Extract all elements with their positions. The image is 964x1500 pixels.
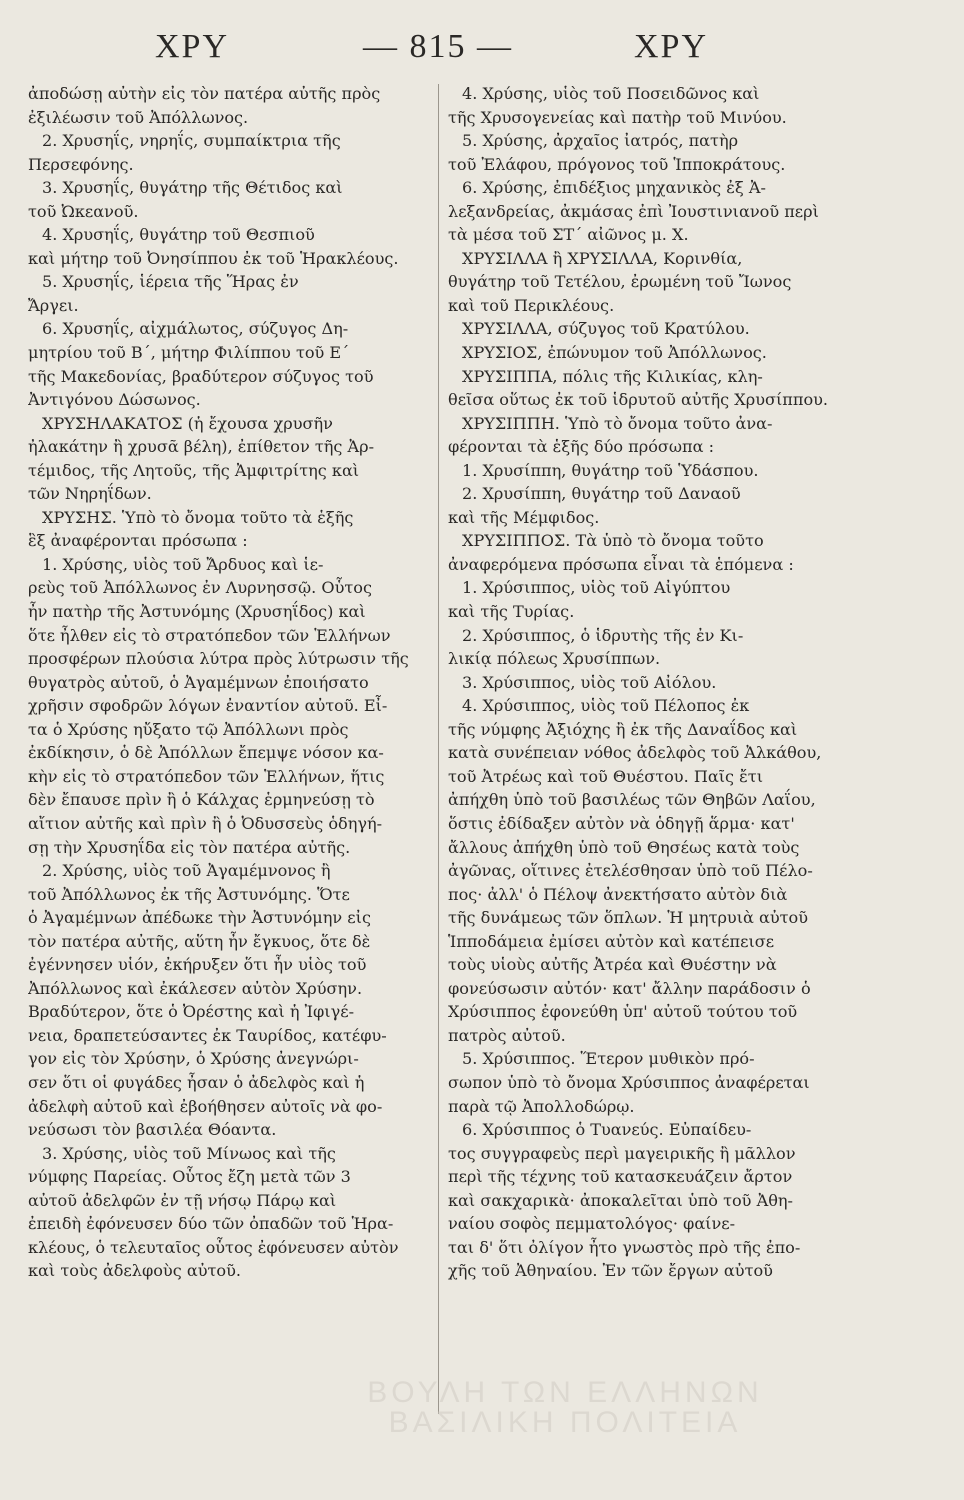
text-line: 4. Χρυσηΐς, θυγάτηρ τοῦ Θεσπιοῦ bbox=[42, 225, 315, 245]
text-line: 5. Χρύσιππος. Ἕτερον μυθικὸν πρό- bbox=[462, 1049, 755, 1069]
text-line: τῆς Μακεδονίας, βραδύτερον σύζυγος τοῦ bbox=[28, 366, 374, 386]
text-line: ἀπήχθη ὑπὸ τοῦ βασιλέως τῶν Θηβῶν Λαΐου, bbox=[448, 790, 816, 810]
text-line: Χρύσιππος ἐφονεύθη ὑπ' αὐτοῦ τούτου τοῦ bbox=[448, 1002, 798, 1022]
text-line: 3. Χρύσης, υἱὸς τοῦ Μίνωος καὶ τῆς bbox=[42, 1143, 336, 1163]
text-line: ΧΡΥΣΙΛΛΑ, σύζυγος τοῦ Κρατύλου. bbox=[462, 319, 750, 339]
text-line: ὅστις ἐδίδαξεν αὐτὸν νὰ ὁδηγῇ ἅρμα· κατ' bbox=[448, 813, 795, 833]
text-line: αἴτιον αὐτῆς καὶ πρὶν ἢ ὁ Ὀδυσσεὺς ὁδηγή- bbox=[28, 813, 383, 833]
text-line: 6. Χρυσηΐς, αἰχμάλωτος, σύζυγος Δη- bbox=[42, 319, 349, 339]
text-line: Βραδύτερον, ὅτε ὁ Ὀρέστης καὶ ἡ Ἰφιγέ- bbox=[28, 1002, 355, 1022]
text-line: λεξανδρείας, ἀκμάσας ἐπὶ Ἰουστινιανοῦ περὶ bbox=[448, 201, 819, 221]
text-line: καὶ τῆς Μέμφιδος. bbox=[448, 507, 600, 527]
text-line: θεῖσα οὕτως ἐκ τοῦ ἱδρυτοῦ αὐτῆς Χρυσίππου. bbox=[448, 390, 829, 410]
text-line: 2. Χρυσίππη, θυγάτηρ τοῦ Δαναοῦ bbox=[462, 484, 741, 504]
text-line: παρὰ τῷ Ἀπολλοδώρῳ. bbox=[448, 1096, 635, 1116]
text-line: γον εἰς τὸν Χρύσην, ὁ Χρύσης ἀνεγνώρι- bbox=[28, 1049, 359, 1069]
text-line: ἠλακάτην ἢ χρυσᾶ βέλη), ἐπίθετον τῆς Ἀρ- bbox=[28, 437, 375, 457]
text-line: ἀδελφὴ αὐτοῦ καὶ ἐβοήθησεν αὐτοῖς νὰ φο- bbox=[28, 1096, 383, 1116]
text-line: περὶ τῆς τέχνης τοῦ κατασκευάζειν ἄρτον bbox=[448, 1167, 793, 1187]
text-line: φέρονται τὰ ἑξῆς δύο πρόσωπα : bbox=[448, 437, 714, 457]
right-column bbox=[448, 82, 840, 1283]
text-line: ἐπειδὴ ἐφόνευσεν δύο τῶν ὀπαδῶν τοῦ Ἡρα- bbox=[28, 1214, 394, 1234]
text-line: ΧΡΥΣΗΛΑΚΑΤΟΣ (ἡ ἔχουσα χρυσῆν bbox=[42, 413, 333, 433]
text-line: ναίου σοφὸς πεμματολόγος· φαίνε- bbox=[448, 1214, 736, 1234]
text-line: ἐξιλέωσιν τοῦ Ἀπόλλωνος. bbox=[28, 107, 249, 127]
text-line: 1. Χρύσιππος, υἱὸς τοῦ Αἰγύπτου bbox=[462, 578, 731, 598]
text-line: 5. Χρυσηΐς, ἱέρεια τῆς Ἥρας ἐν bbox=[42, 272, 299, 292]
text-line: τοῦ Ἀπόλλωνος ἐκ τῆς Ἀστυνόμης. Ὅτε bbox=[28, 884, 350, 904]
text-line: τῆς δυνάμεως τῶν ὅπλων. Ἡ μητρυιὰ αὐτοῦ bbox=[448, 908, 809, 928]
text-line: τα ὁ Χρύσης ηὔξατο τῷ Ἀπόλλωνι πρὸς bbox=[28, 719, 349, 739]
text-line: 2. Χρύσιππος, ὁ ἱδρυτὴς τῆς ἐν Κι- bbox=[462, 625, 744, 645]
text-line: 1. Χρύσης, υἱὸς τοῦ Ἄρδυος καὶ ἱε- bbox=[42, 554, 324, 574]
watermark-line-1: ΒΟΥΛΗ ΤΩΝ ΕΛΛΗΝΩΝ bbox=[367, 1376, 763, 1409]
text-line: 6. Χρύσης, ἐπιδέξιος μηχανικὸς ἐξ Ἀ- bbox=[462, 178, 766, 198]
text-line: τος συγγραφεὺς περὶ μαγειρικῆς ἢ μᾶλλον bbox=[448, 1143, 796, 1163]
text-line: ΧΡΥΣΙΟΣ, ἐπώνυμον τοῦ Ἀπόλλωνος. bbox=[462, 343, 767, 363]
text-line: Ἀντιγόνου Δώσωνος. bbox=[28, 390, 201, 410]
text-line: νύμφης Παρείας. Οὗτος ἔζη μετὰ τῶν 3 bbox=[28, 1167, 351, 1187]
text-line: 5. Χρύσης, ἀρχαῖος ἰατρός, πατὴρ bbox=[462, 131, 739, 151]
text-line: 4. Χρύσιππος, υἱὸς τοῦ Πέλοπος ἐκ bbox=[462, 696, 750, 716]
text-line: ΧΡΥΣΙΠΠΗ. Ὑπὸ τὸ ὄνομα τοῦτο ἀνα- bbox=[462, 413, 773, 433]
text-line: θυγατρὸς αὐτοῦ, ὁ Ἀγαμέμνων ἐποιήσατο bbox=[28, 672, 369, 692]
text-line: ὅτε ἦλθεν εἰς τὸ στρατόπεδον τῶν Ἑλλήνων bbox=[28, 625, 391, 645]
text-line: τὸν πατέρα αὐτῆς, αὕτη ἦν ἔγκυος, ὅτε δὲ bbox=[28, 931, 371, 951]
text-line: καὶ τῆς Τυρίας. bbox=[448, 602, 575, 622]
text-line: πατρὸς αὐτοῦ. bbox=[448, 1025, 566, 1045]
text-line: τῶν Νηρηΐδων. bbox=[28, 484, 152, 504]
text-line: κὴν εἰς τὸ στρατόπεδον τῶν Ἑλλήνων, ἥτις bbox=[28, 766, 385, 786]
text-line: τὰ μέσα τοῦ ΣΤ΄ αἰῶνος μ. Χ. bbox=[448, 225, 689, 245]
text-line: καὶ σακχαρικὰ· ἀποκαλεῖται ὑπὸ τοῦ Ἀθη- bbox=[448, 1190, 793, 1210]
text-line: ἀναφερόμενα πρόσωπα εἶναι τὰ ἑπόμενα : bbox=[448, 554, 794, 574]
text-line: μητρίου τοῦ Β΄, μήτηρ Φιλίππου τοῦ Ε΄ bbox=[28, 343, 350, 363]
text-line: νεύσωσι τὸν βασιλέα Θόαντα. bbox=[28, 1120, 277, 1140]
text-line: 3. Χρύσιππος, υἱὸς τοῦ Αἰόλου. bbox=[462, 672, 717, 692]
text-line: ἦν πατὴρ τῆς Ἀστυνόμης (Χρυσηΐδος) καὶ bbox=[28, 602, 366, 622]
text-line: 1. Χρυσίππη, θυγάτηρ τοῦ Ὑδάσπου. bbox=[462, 460, 759, 480]
text-line: σωπον ὑπὸ τὸ ὄνομα Χρύσιππος ἀναφέρεται bbox=[448, 1072, 810, 1092]
library-watermark bbox=[185, 1378, 945, 1438]
text-line: καὶ τοὺς ἀδελφοὺς αὐτοῦ. bbox=[28, 1261, 241, 1281]
text-line: ΧΡΥΣΙΠΠΑ, πόλις τῆς Κιλικίας, κλη- bbox=[462, 366, 763, 386]
text-line: φονεύσωσιν αὐτόν· κατ' ἄλλην παράδοσιν ὁ bbox=[448, 978, 811, 998]
text-line: τῆς νύμφης Ἀξιόχης ἢ ἐκ τῆς Δαναΐδος καὶ bbox=[448, 719, 798, 739]
text-line: ὁ Ἀγαμέμνων ἀπέδωκε τὴν Ἀστυνόμην εἰς bbox=[28, 908, 371, 928]
left-column bbox=[28, 82, 430, 1283]
page-number: — 815 — bbox=[363, 28, 513, 65]
text-line: προσφέρων πλούσια λύτρα πρὸς λύτρωσιν τῆς bbox=[28, 649, 409, 669]
text-line: κατὰ συνέπειαν νόθος ἀδελφὸς τοῦ Ἀλκάθου, bbox=[448, 743, 822, 763]
page-header bbox=[0, 28, 964, 72]
text-line: ἄλλους ἀπήχθη ὑπὸ τοῦ Θησέως κατὰ τοὺς bbox=[448, 837, 800, 857]
text-line: Ἀπόλλωνος καὶ ἐκάλεσεν αὐτὸν Χρύσην. bbox=[28, 978, 363, 998]
text-line: Ἱπποδάμεια ἐμίσει αὐτὸν καὶ κατέπεισε bbox=[448, 931, 775, 951]
text-line: πος· ἀλλ' ὁ Πέλοψ ἀνεκτήσατο αὐτὸν διὰ bbox=[448, 884, 788, 904]
text-line: 2. Χρύσης, υἱὸς τοῦ Ἀγαμέμνονος ἢ bbox=[42, 861, 331, 881]
text-line: ΧΡΥΣΗΣ. Ὑπὸ τὸ ὄνομα τοῦτο τὰ ἑξῆς bbox=[42, 507, 354, 527]
column-divider bbox=[438, 84, 439, 1414]
running-head-right: ΧΡΥ bbox=[634, 28, 709, 65]
text-line: ΧΡΥΣΙΠΠΟΣ. Τὰ ὑπὸ τὸ ὄνομα τοῦτο bbox=[462, 531, 764, 551]
text-line: ἀγῶνας, οἵτινες ἐτελέσθησαν ὑπὸ τοῦ Πέλο- bbox=[448, 861, 813, 881]
text-line: 6. Χρύσιππος ὁ Τυανεύς. Εὐπαίδευ- bbox=[462, 1120, 752, 1140]
text-line: αὐτοῦ ἀδελφῶν ἐν τῇ νήσῳ Πάρῳ καὶ bbox=[28, 1190, 337, 1210]
text-line: τοὺς υἱοὺς αὐτῆς Ἀτρέα καὶ Θυέστην νὰ bbox=[448, 955, 777, 975]
text-line: ται δ' ὅτι ὀλίγον ἦτο γνωστὸς πρὸ τῆς ἐπο- bbox=[448, 1237, 801, 1257]
running-head-left: ΧΡΥ bbox=[155, 28, 230, 65]
text-line: 3. Χρυσηΐς, θυγάτηρ τῆς Θέτιδος καὶ bbox=[42, 178, 343, 198]
text-line: ἐγέννησεν υἱόν, ἐκήρυξεν ὅτι ἦν υἱὸς τοῦ bbox=[28, 955, 367, 975]
text-line: τοῦ Ἐλάφου, πρόγονος τοῦ Ἱπποκράτους. bbox=[448, 154, 786, 174]
text-line: ἐκδίκησιν, ὁ δὲ Ἀπόλλων ἔπεμψε νόσον κα- bbox=[28, 743, 384, 763]
text-line: ρεὺς τοῦ Ἀπόλλωνος ἐν Λυρνησσῷ. Οὗτος bbox=[28, 578, 372, 598]
text-line: τῆς Χρυσογενείας καὶ πατὴρ τοῦ Μινύου. bbox=[448, 107, 787, 127]
text-line: χρῆσιν σφοδρῶν λόγων ἐναντίον αὐτοῦ. Εἶ- bbox=[28, 696, 388, 716]
text-line: χῆς τοῦ Ἀθηναίου. Ἐν τῶν ἔργων αὐτοῦ bbox=[448, 1261, 773, 1281]
text-line: θυγάτηρ τοῦ Τετέλου, ἐρωμένη τοῦ Ἴωνος bbox=[448, 272, 792, 292]
text-line: τοῦ Ὠκεανοῦ. bbox=[28, 201, 139, 221]
text-line: τέμιδος, τῆς Λητοῦς, τῆς Ἀμφιτρίτης καὶ bbox=[28, 460, 360, 480]
text-line: Περσεφόνης. bbox=[28, 154, 134, 174]
text-line: σεν ὅτι οἱ φυγάδες ἦσαν ὁ ἀδελφὸς καὶ ἡ bbox=[28, 1072, 365, 1092]
text-line: ΧΡΥΣΙΛΛΑ ἢ ΧΡΥΣΙΛΛΑ, Κορινθία, bbox=[462, 248, 743, 268]
text-line: ἓξ ἀναφέρονται πρόσωπα : bbox=[28, 531, 248, 551]
text-line: ἀποδώσῃ αὐτὴν εἰς τὸν πατέρα αὐτῆς πρὸς bbox=[28, 84, 381, 103]
text-line: δὲν ἔπαυσε πρὶν ἢ ὁ Κάλχας ἑρμηνεύσῃ τὸ bbox=[28, 790, 375, 810]
text-line: λικίᾳ πόλεως Χρυσίππων. bbox=[448, 649, 661, 669]
text-line: τοῦ Ἀτρέως καὶ τοῦ Θυέστου. Παῖς ἔτι bbox=[448, 766, 764, 786]
text-line: καὶ μήτηρ τοῦ Ὀνησίππου ἐκ τοῦ Ἡρακλέους. bbox=[28, 248, 399, 268]
text-line: σῃ τὴν Χρυσηΐδα εἰς τὸν πατέρα αὐτῆς. bbox=[28, 837, 351, 857]
text-line: νεια, δραπετεύσαντες ἐκ Ταυρίδος, κατέφυ- bbox=[28, 1025, 387, 1045]
text-line: Ἄργει. bbox=[28, 295, 79, 315]
watermark-line-2: ΒΑΣΙΛΙΚΗ ΠΟΛΙΤΕΙΑ bbox=[388, 1406, 742, 1439]
text-line: καὶ τοῦ Περικλέους. bbox=[448, 295, 615, 315]
text-line: 2. Χρυσηΐς, νηρηΐς, συμπαίκτρια τῆς bbox=[42, 131, 341, 151]
text-line: κλέους, ὁ τελευταῖος οὗτος ἐφόνευσεν αὐτὸν bbox=[28, 1237, 399, 1257]
text-line: 4. Χρύσης, υἱὸς τοῦ Ποσειδῶνος καὶ bbox=[462, 84, 760, 103]
